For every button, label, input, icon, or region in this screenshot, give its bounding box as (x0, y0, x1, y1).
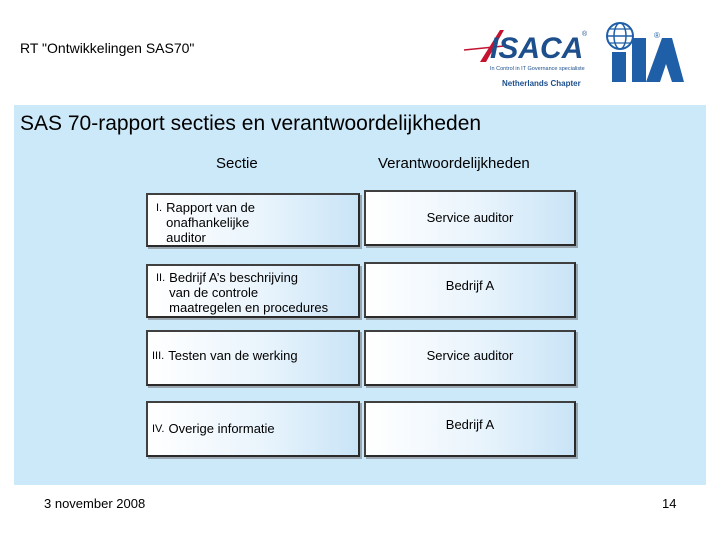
isaca-wordmark: ISACA (490, 32, 584, 65)
section-text: onafhankelijke (166, 215, 250, 230)
section-box-1 (146, 193, 360, 247)
section-number: I. (156, 202, 163, 214)
column-header-responsibility: Verantwoordelijkheden (378, 155, 530, 172)
isaca-logo (460, 22, 590, 92)
section-text: Overige informatie (168, 421, 275, 436)
section-text: maatregelen en procedures (169, 300, 329, 315)
section-number: III. (152, 350, 165, 362)
section-box-3 (146, 330, 360, 386)
responsibility-box-4 (364, 401, 576, 457)
section-text: Rapport van de (166, 200, 256, 215)
isaca-chapter: Netherlands Chapter (502, 79, 581, 88)
footer-date: 3 november 2008 (44, 496, 146, 511)
section-box-4 (146, 401, 360, 457)
iia-reg-mark: ® (654, 31, 660, 40)
content-panel (14, 105, 706, 485)
slide-title: SAS 70-rapport secties en verantwoordelijkheden (20, 112, 482, 135)
responsibility-box-3 (364, 330, 576, 386)
section-text: van de controle (169, 285, 259, 300)
responsibility-text: Bedrijf A (445, 417, 495, 432)
section-text: auditor (166, 230, 206, 245)
responsibility-text: Service auditor (426, 348, 514, 363)
section-number: II. (156, 272, 166, 284)
header-title: RT "Ontwikkelingen SAS70" (20, 40, 195, 56)
responsibility-box-1 (364, 190, 576, 246)
column-header-section: Sectie (216, 155, 258, 172)
section-text: Bedrijf A’s beschrijving (169, 270, 299, 285)
responsibility-text: Service auditor (426, 210, 514, 225)
isaca-tagline: In Control in IT Governance specialiste (490, 66, 585, 72)
responsibility-text: Bedrijf A (445, 278, 495, 293)
page-number: 14 (662, 496, 677, 511)
responsibility-box-2 (364, 262, 576, 318)
section-box-2 (146, 264, 360, 318)
section-text: Testen van de werking (168, 348, 298, 363)
isaca-reg-mark: ® (582, 31, 588, 38)
iia-logo (600, 18, 684, 88)
section-number: IV. (152, 423, 165, 435)
